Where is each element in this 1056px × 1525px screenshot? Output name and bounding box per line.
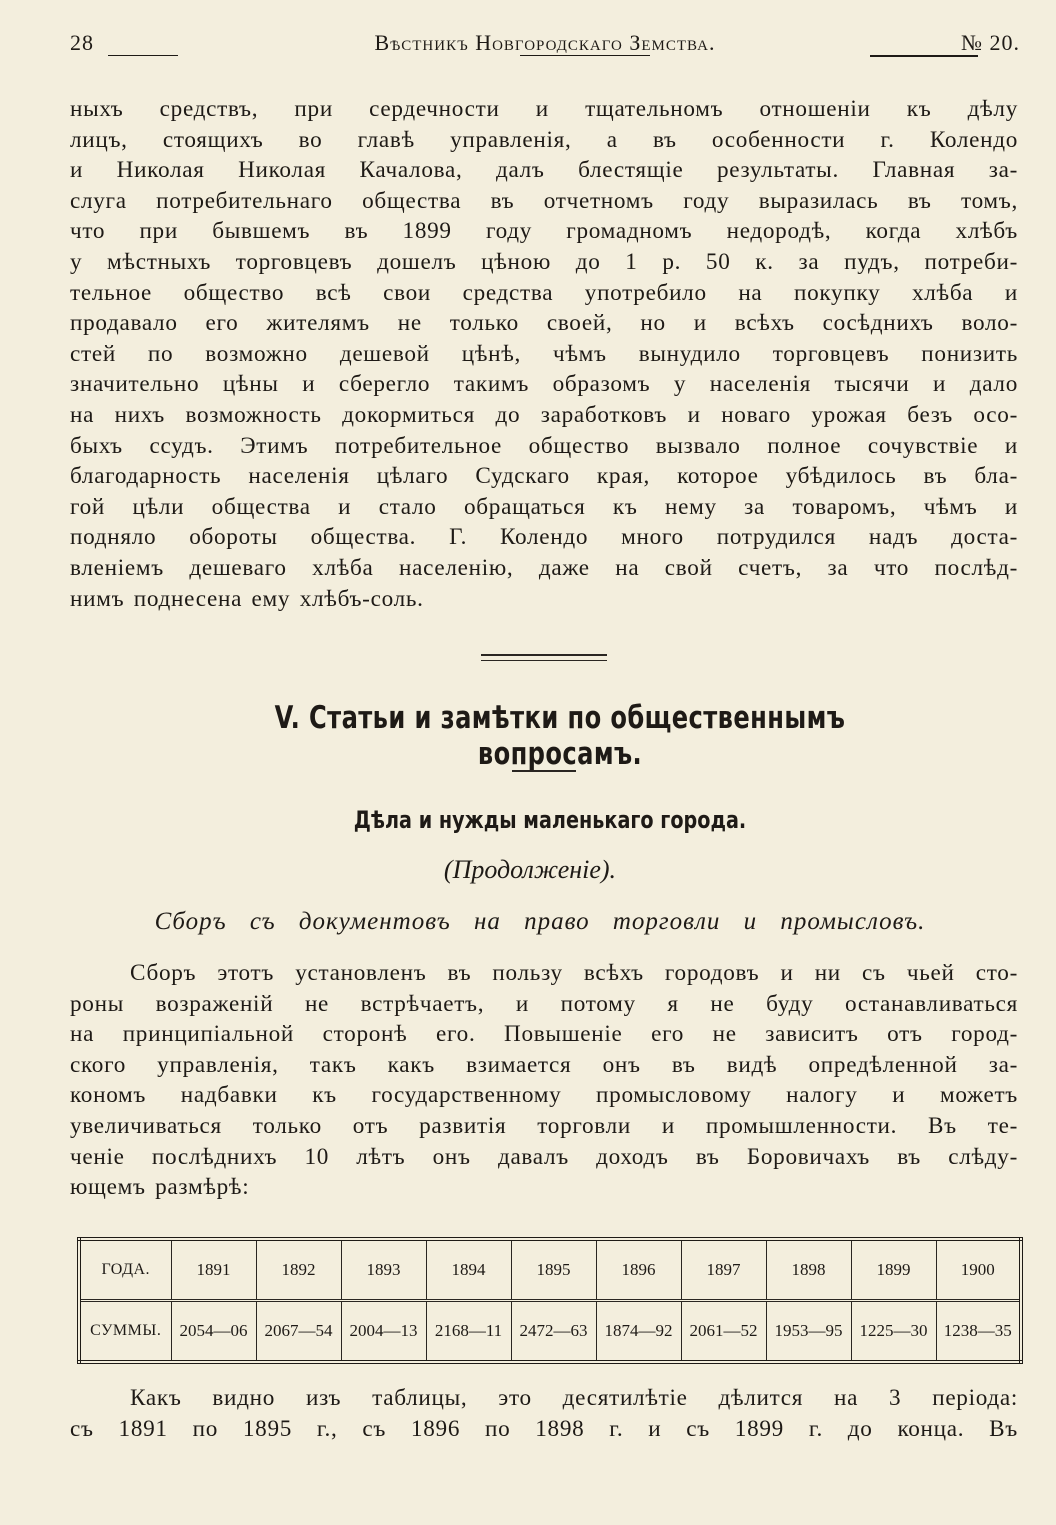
row-label-years: ГОДА. — [79, 1239, 171, 1301]
text-line: лицъ, стоящихъ во главѣ управленія, а въ особенности г. Колендо — [70, 126, 1018, 153]
text-line: у мѣстныхъ торговцевъ дошелъ цѣною до 1 р. 50 к. за пудъ, потреби- — [70, 248, 1018, 275]
sum-cell: 1953—95 — [766, 1301, 851, 1363]
text-line: ченіе послѣднихъ 10 лѣтъ онъ давалъ доходъ въ Боровичахъ въ слѣду- — [70, 1143, 1018, 1170]
text-line: Сборъ этотъ установленъ въ пользу всѣхъ городовъ и ни съ чьей сто- — [130, 960, 1018, 986]
sum-cell: 1238—35 — [936, 1301, 1021, 1363]
year-cell: 1894 — [426, 1239, 511, 1301]
year-cell: 1892 — [256, 1239, 341, 1301]
section-heading: V. Статьи и замѣтки по общественнымъ вопросамъ. — [274, 700, 846, 772]
header-rule — [108, 55, 178, 56]
sum-cell: 2472—63 — [511, 1301, 596, 1363]
text-line: ныхъ средствъ, при сердечности и тщательномъ отношеніи къ дѣлу — [70, 96, 1018, 122]
text-line: кономъ надбавки къ государственному промысловому налогу и можетъ — [70, 1082, 1018, 1109]
text-line: вленіемъ дешеваго хлѣба населенію, даже на свой счетъ, за что послѣд- — [70, 554, 1018, 581]
continued-label: (Продолженіе). — [443, 855, 617, 884]
section-divider — [481, 654, 607, 656]
text-line: быхъ ссудъ. Этимъ потребительное общество вызвало полное сочувствіе и — [70, 432, 1018, 459]
row-label-sums: СУММЫ. — [90, 1322, 162, 1339]
text-line: значительно цѣны и сберегло такимъ образомъ у населенія тысячи и дало — [70, 371, 1018, 398]
text-line: съ 1891 по 1895 г., съ 1896 по 1898 г. и съ 1899 г. до конца. Въ — [70, 1415, 1018, 1442]
article-title: Дѣла и нужды маленькаго города. — [353, 806, 747, 834]
header-rule — [870, 55, 978, 57]
text-line: тельное общество всѣ свои средства употребило на покупку хлѣба и — [70, 279, 1018, 306]
year-cell: 1897 — [681, 1239, 766, 1301]
year-cell: 1893 — [341, 1239, 426, 1301]
sum-cell: 2067—54 — [256, 1301, 341, 1363]
year-cell: 1899 — [851, 1239, 936, 1301]
text-line: на принципіальной сторонѣ его. Повышеніе его не зависитъ отъ город- — [70, 1021, 1018, 1048]
text-line: что при бывшемъ въ 1899 году громадномъ недородѣ, когда хлѣбъ — [70, 218, 1018, 245]
top-paragraph — [70, 94, 1018, 614]
year-cell: 1898 — [766, 1239, 851, 1301]
text-line: благодарность населенія цѣлаго Судскаго края, которое убѣдилось въ бла- — [70, 463, 1018, 490]
year-cell: 1891 — [171, 1239, 256, 1301]
table-row — [79, 1301, 1021, 1363]
text-line: подняло обороты общества. Г. Колендо много потрудился надъ доста- — [70, 524, 1018, 551]
text-line: на нихъ возможность докормиться до заработковъ и новаго урожая безъ осо- — [70, 401, 1018, 428]
text-line: Какъ видно изъ таблицы, это десятилѣтіе дѣлится на 3 періода: — [130, 1385, 1018, 1411]
subheading: Сборъ съ документовъ на право торговли и промысловъ. — [154, 908, 926, 935]
sum-cell: 2004—13 — [341, 1301, 426, 1363]
sum-cell: 2054—06 — [171, 1301, 256, 1363]
text-line: нимъ поднесена ему хлѣбъ-соль. — [70, 585, 424, 612]
journal-title: Вѣстникъ Новгородскаго Земства. — [374, 30, 716, 55]
text-line: роны возраженій не встрѣчаетъ, и потому я не буду останавливаться — [70, 990, 1018, 1017]
running-header — [70, 30, 1020, 60]
revenue-table — [77, 1237, 1023, 1364]
text-line: продавало его жителямъ не только своей, но и всѣхъ сосѣднихъ воло- — [70, 310, 1018, 337]
year-cell: 1900 — [936, 1239, 1021, 1301]
title-rule — [512, 770, 576, 772]
text-line: гой цѣли общества и стало обращаться къ нему за товаромъ, чѣмъ и — [70, 493, 1018, 520]
bottom-paragraph — [70, 1383, 1018, 1444]
text-line: ющемъ размѣрѣ: — [70, 1174, 250, 1201]
year-cell: 1896 — [596, 1239, 681, 1301]
main-paragraph — [70, 958, 1018, 1203]
sum-cell: 1225—30 — [851, 1301, 936, 1363]
text-line: стей по возможно дешевой цѣнѣ, чѣмъ вынудило торговцевъ понизить — [70, 340, 1018, 367]
year-cell: 1895 — [511, 1239, 596, 1301]
sum-cell: 1874—92 — [596, 1301, 681, 1363]
text-line: ского управленія, такъ какъ взимается онъ въ видѣ опредѣленной за- — [70, 1051, 1018, 1078]
text-line: увеличиваться только отъ развитія торговли и промышленности. Въ те- — [70, 1112, 1018, 1139]
section-divider — [481, 660, 607, 661]
sum-cell: 2061—52 — [681, 1301, 766, 1363]
sum-cell: 2168—11 — [426, 1301, 511, 1363]
table-row — [79, 1239, 1021, 1301]
text-line: и Николая Николая Качалова, далъ блестящіе результаты. Главная за- — [70, 157, 1018, 184]
issue-number: № 20. — [961, 30, 1020, 55]
page-number: 28 — [70, 30, 94, 55]
text-line: слуга потребительнаго общества въ отчетномъ году выразилась въ томъ, — [70, 187, 1018, 214]
header-rule — [520, 55, 650, 56]
